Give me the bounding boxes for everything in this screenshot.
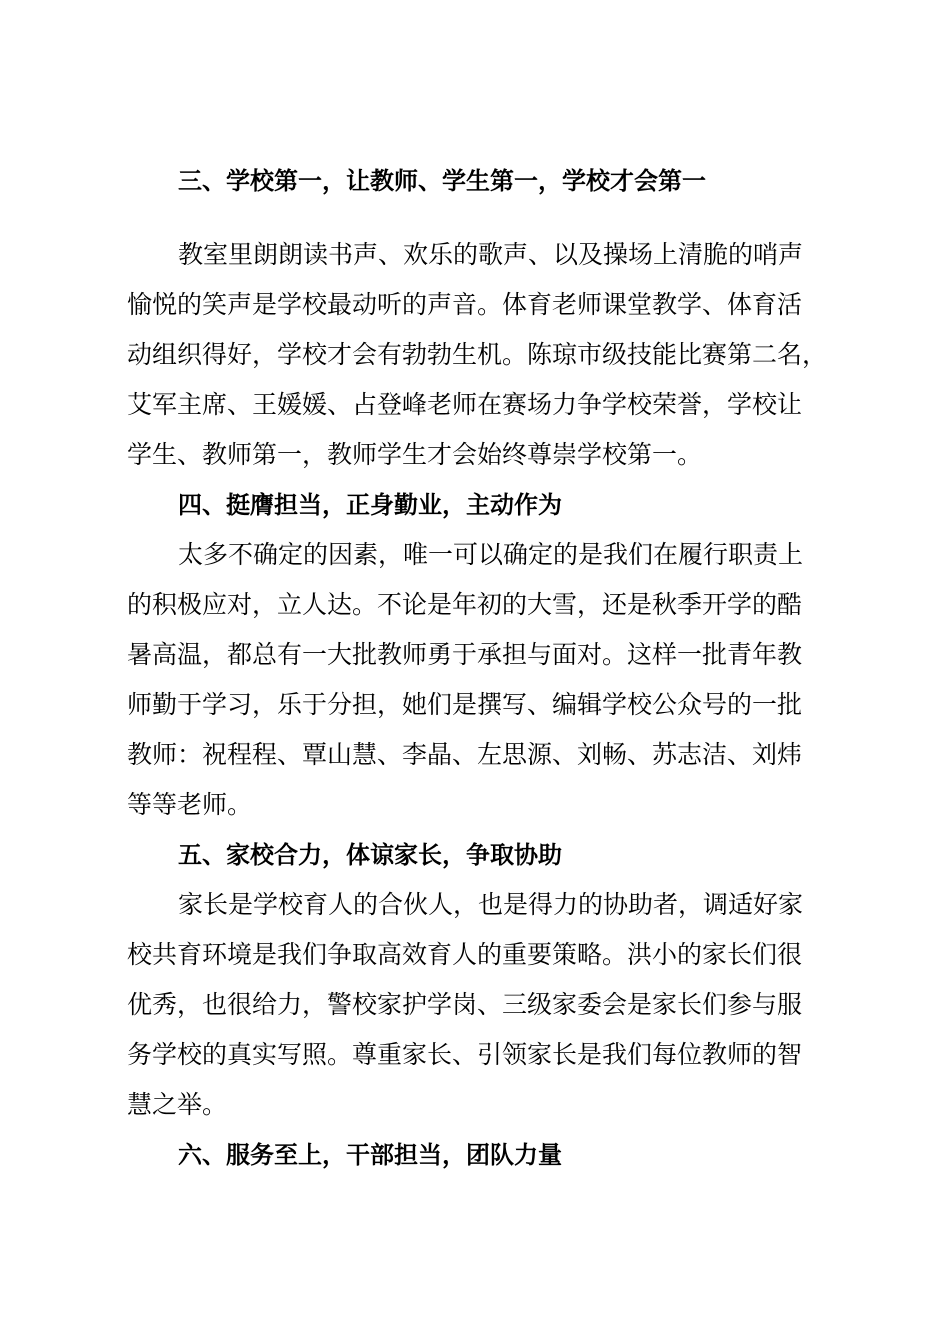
- paragraph-line: 务学校的真实写照。尊重家长、引领家长是我们每位教师的智: [127, 1040, 803, 1069]
- paragraph-line: 太多不确定的因素，唯一可以确定的是我们在履行职责上: [178, 540, 804, 569]
- section-heading-4: 四、挺膺担当，正身勤业，主动作为: [178, 491, 562, 519]
- paragraph-line: 优秀，也很给力，警校家护学岗、三级家委会是家长们参与服: [127, 990, 803, 1019]
- paragraph-line: 艾军主席、王媛媛、占登峰老师在赛场力争学校荣誉，学校让: [127, 390, 803, 419]
- paragraph-line: 愉悦的笑声是学校最动听的声音。体育老师课堂教学、体育活: [127, 290, 803, 319]
- paragraph-line: 的积极应对，立人达。不论是年初的大雪，还是秋季开学的酷: [127, 590, 803, 619]
- section-heading-5: 五、家校合力，体谅家长，争取协助: [178, 841, 562, 869]
- paragraph-line: 校共育环境是我们争取高效育人的重要策略。洪小的家长们很: [127, 940, 803, 969]
- paragraph-line: 教室里朗朗读书声、欢乐的歌声、以及操场上清脆的哨声: [178, 240, 804, 269]
- paragraph-line: 师勤于学习，乐于分担，她们是撰写、编辑学校公众号的一批: [127, 690, 803, 719]
- section-heading-3: 三、学校第一，让教师、学生第一，学校才会第一: [178, 167, 706, 195]
- paragraph-line: 家长是学校育人的合伙人，也是得力的协助者，调适好家: [178, 890, 804, 919]
- paragraph-line: 动组织得好，学校才会有勃勃生机。陈琼市级技能比赛第二名，: [127, 340, 828, 369]
- paragraph-line: 教师：祝程程、覃山慧、李晶、左思源、刘畅、苏志洁、刘炜: [127, 740, 803, 769]
- paragraph-line: 等等老师。: [127, 790, 253, 819]
- section-heading-6: 六、服务至上，干部担当，团队力量: [178, 1141, 562, 1169]
- paragraph-line: 学生、教师第一，教师学生才会始终尊崇学校第一。: [127, 440, 703, 469]
- paragraph-line: 慧之举。: [127, 1090, 228, 1119]
- paragraph-line: 暑高温，都总有一大批教师勇于承担与面对。这样一批青年教: [127, 640, 803, 669]
